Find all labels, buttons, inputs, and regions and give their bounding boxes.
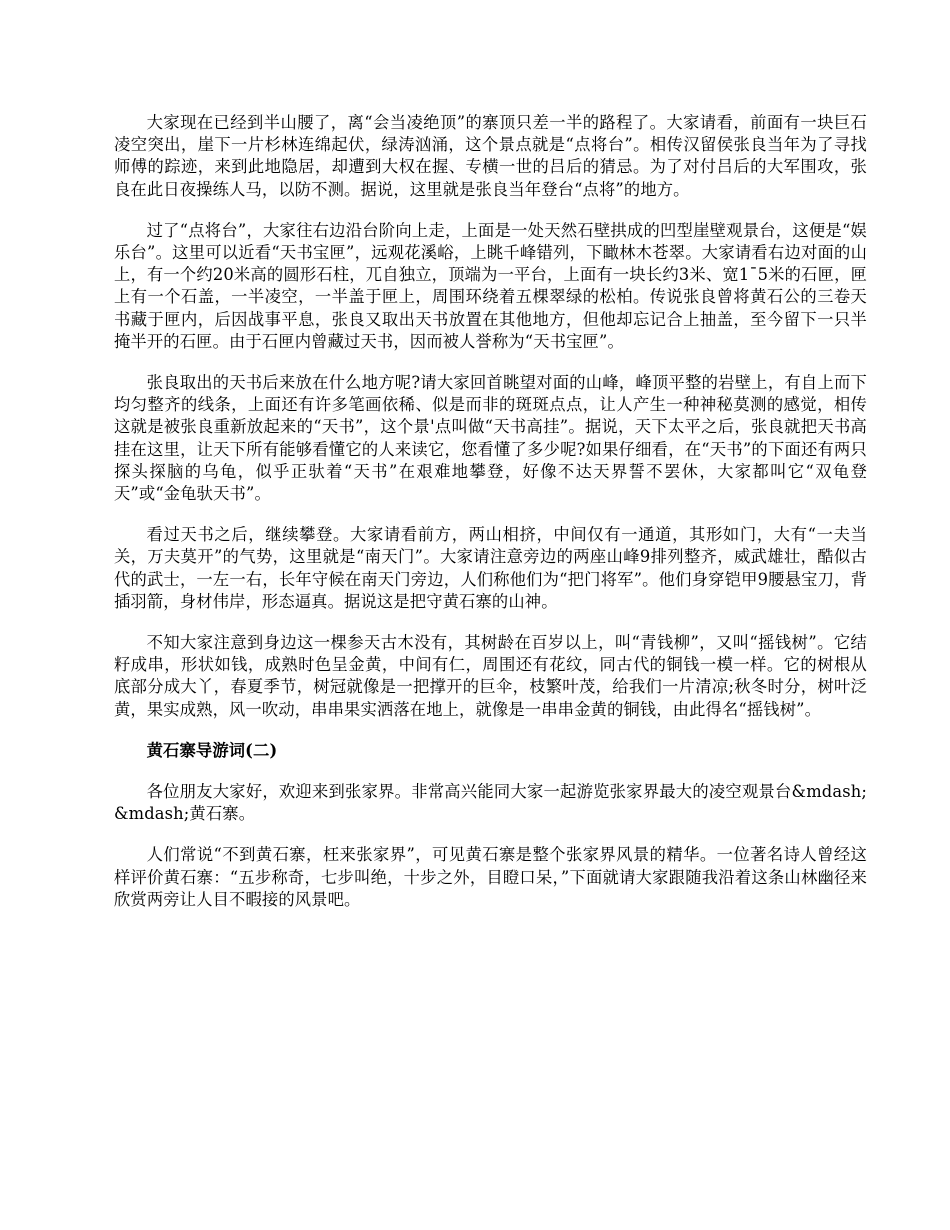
paragraph-nantianmen: 看过天书之后，继续攀登。大家请看前方，两山相挤，中间仅有一通道，其形如门，大有“一夫当关，万夫莫开”的气势，这里就是“南天门”。大家请注意旁边的两座山峰9排列整齐，威武雄壮，酷似古代的武士，一左一右，长年守候在南天门旁边，人们称他们为“把门将军”。他们身穿铠甲9腰悬宝刀，背插羽箭，身材伟岸，形态逼真。据说这是把守黄石寨的山神。: [114, 525, 867, 611]
paragraph-dianjiangtai: 大家现在已经到半山腰了，离“会当凌绝顶”的寨顶只差一半的路程了。大家请看，前面有一块巨石凌空突出，崖下一片杉林连绵起伏，绿涛汹涌，这个景点就是“点将台”。相传汉留侯张良当年为了寻找师傅的踪迹，来到此地隐居，却遭到大权在握、专横一世的吕后的猜忌。为了对付吕后的大军围攻，张良在此日夜操练人马，以防不测。据说，这里就是张良当年登台“点将”的地方。: [114, 113, 867, 199]
paragraph-introduction: 人们常说“不到黄石寨，枉来张家界”，可见黄石寨是整个张家界风景的精华。一位著名诗人曾经这样评价黄石寨：“五步称奇，七步叫绝，十步之外，目瞪口呆，”下面就请大家跟随我沿着这条山林幽径来欣赏两旁让人目不暇接的风景吧。: [114, 845, 867, 909]
paragraph-tianshu-gaogua: 张良取出的天书后来放在什么地方呢?请大家回首眺望对面的山峰，峰顶平整的岩壁上，有自上而下均匀整齐的线条，上面还有许多笔画依稀、似是而非的斑斑点点，让人产生一种神秘莫测的感觉，相传这就是被张良重新放起来的“天书”，这个景'点叫做“天书高挂”。据说，天下太平之后，张良就把天书高挂在这里，让天下所有能够看懂它的人来读它，您看懂了多少呢?如果仔细看，在“天书”的下面还有两只探头探脑的乌龟，似乎正驮着“天书”在艰难地攀登，好像不达天界誓不罢休，大家都叫它“双龟登天”或“金龟驮天书”。: [114, 373, 867, 504]
paragraph-welcome: 各位朋友大家好，欢迎来到张家界。非常高兴能同大家一起游览张家界最大的凌空观景台&mdash;&mdash;黄石寨。: [114, 782, 867, 824]
paragraph-yaoqianshu: 不知大家注意到身边这一棵参天古木没有，其树龄在百岁以上，叫“青钱柳”，又叫“摇钱树”。它结籽成串，形状如钱，成熟时色呈金黄，中间有仁，周围还有花纹，同古代的铜钱一模一样。它的树根从底部分成大丫，春夏季节，树冠就像是一把撑开的巨伞，枝繁叶茂，给我们一片清凉;秋冬时分，树叶泛黄，果实成熟，风一吹动，串串果实洒落在地上，就像是一串串金黄的铜钱，由此得名“摇钱树”。: [114, 633, 867, 719]
section-heading: 黄石寨导游词(二): [146, 740, 278, 760]
paragraph-yuletai: 过了“点将台”，大家往右边沿台阶向上走，上面是一处天然石壁拱成的凹型崖壁观景台，这便是“娱乐台”。这里可以近看“天书宝匣”，远观花溪峪，上眺千峰错列，下瞰林木苍翠。大家请看右边对面的山上，有一个约20米高的圆形石柱，兀自独立，顶端为一平台，上面有一块长约3米、宽1¯5米的石匣，匣上有一个石盖，一半凌空，一半盖于匣上，周围环绕着五棵翠绿的松柏。传说张良曾将黄石公的三卷天书藏于匣内，后因战事平息，张良又取出天书放置在其他地方，但他却忘记合上抽盖，至今留下一只半掩半开的石匣。由于石匣内曾藏过天书，因而被人誉称为“天书宝匣”。: [114, 220, 867, 351]
